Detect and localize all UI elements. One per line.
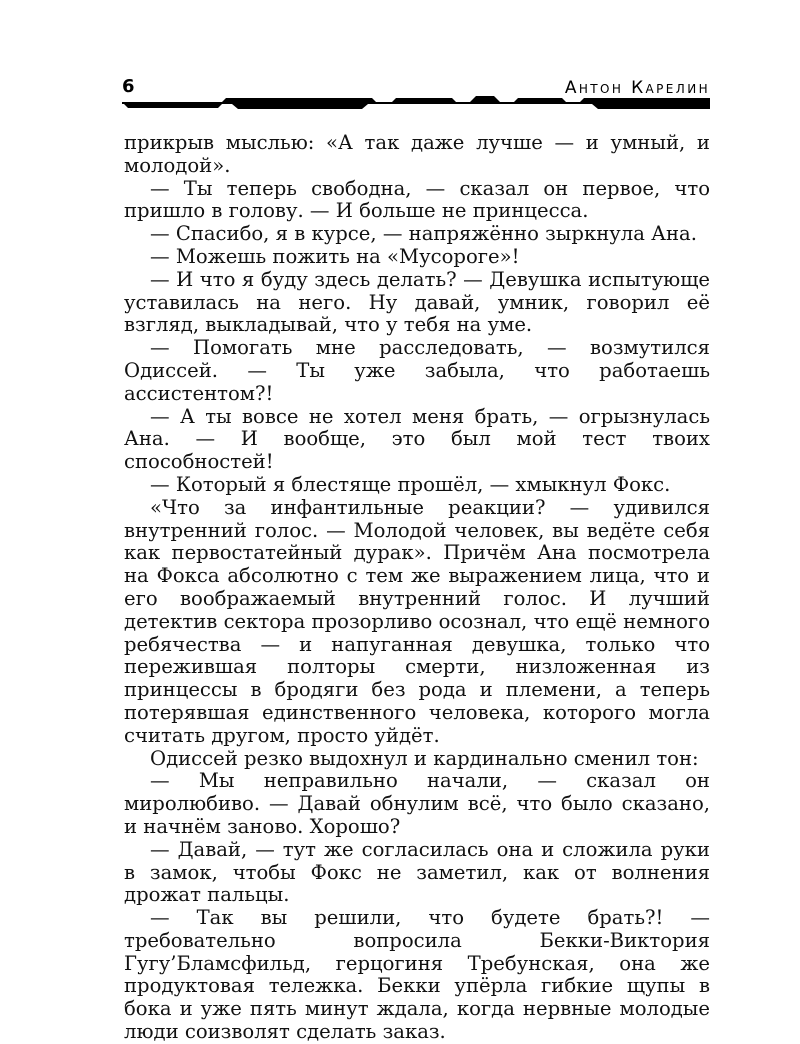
paragraph: — И что я буду здесь делать? — Девушка испытующе уставилась на него. Ну давай, умник, говорил её взгляд, выкладывай, что у тебя на уме. — [124, 267, 710, 337]
paragraph: — Давай, — тут же согласилась она и сложила руки в замок, чтобы Фокс не заметил, как от волнения дрожат пальцы. — [124, 837, 710, 907]
header-ornament-rule — [122, 96, 710, 110]
paragraph: — Мы неправильно начали, — сказал он миролюбиво. — Давай обнулим всё, что было сказано, и начнём заново. Хорошо? — [124, 769, 710, 838]
body-text — [124, 132, 710, 1044]
paragraph: — Так вы решили, что будете брать?! — требовательно вопросила Бекки-Виктория Гугу’Бламсфильд, герцогиня Требунская, она же продуктовая тележка. Бекки упёрла гибкие щупы в бока и уже пять минут ждала, когда нервные молодые люди соизволят сделать заказ. — [124, 906, 710, 1044]
paragraph: «Что за инфантильные реакции? — удивился внутренний голос. — Молодой человек, вы ведёте себя как первостатейный дурак». Причём Ана посмотрела на Фокса абсолютно с тем же выражением лица, что и его воображаемый внутренний голос. И лучший детектив сектора прозорливо осознал, что ещё немного ребячества — и напуганная девушка, только что пережившая полторы смерти, низложенная из принцессы в бродяги без рода и племени, а теперь потерявшая единственного человека, которого могла считать другом, просто уйдёт. — [124, 495, 710, 747]
paragraph: — Помогать мне расследовать, — возмутился Одиссей. — Ты уже забыла, что работаешь ассистентом?! — [124, 336, 710, 405]
paragraph: — Ты теперь свободна, — сказал он первое, что пришло в голову. — И больше не принцесса. — [124, 176, 710, 223]
paragraph: — Спасибо, я в курсе, — напряжённо зыркнула Ана. — [150, 222, 697, 246]
paragraph: Одиссей резко выдохнул и кардинально сменил тон: — [150, 746, 699, 770]
paragraph: — А ты вовсе не хотел меня брать, — огрызнулась Ана. — И вообще, это был мой тест твоих способностей! — [124, 404, 710, 474]
page-header — [122, 74, 710, 110]
running-title: Антон Карелин — [564, 78, 710, 98]
paragraph: прикрыв мыслью: «А так даже лучше — и умный, и молодой». — [124, 131, 710, 177]
paragraph: — Можешь пожить на «Мусороге»! — [150, 244, 520, 268]
paragraph: — Который я блестяще прошёл, — хмыкнул Фокс. — [150, 472, 671, 496]
page-number: 6 — [122, 76, 135, 97]
